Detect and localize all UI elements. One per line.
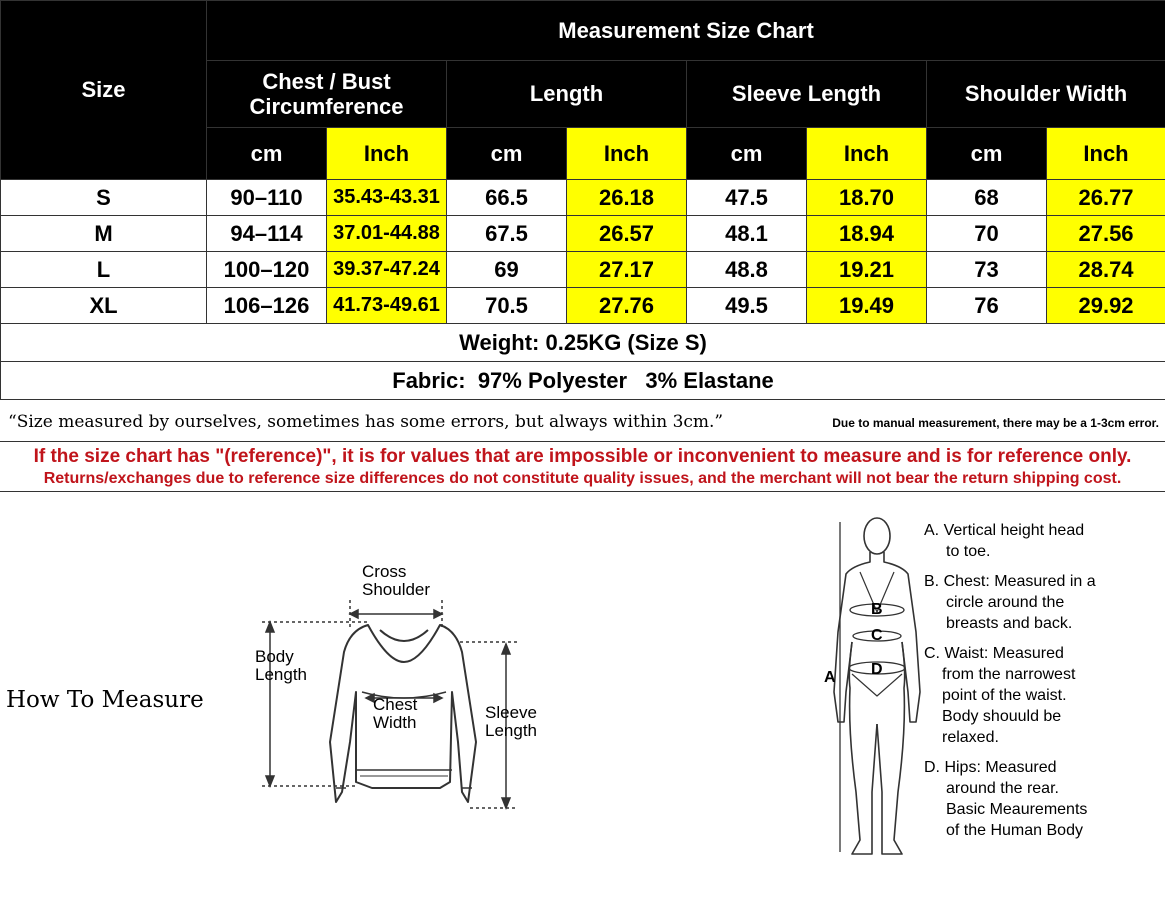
size-chart-table bbox=[0, 0, 1165, 400]
sleeve-cm-cell: 47.5 bbox=[687, 180, 807, 216]
sleeve-cm-cell: 49.5 bbox=[687, 288, 807, 324]
chest-width-label-1: Chest bbox=[373, 695, 418, 714]
size-cell: L bbox=[1, 252, 207, 288]
unit-inch: Inch bbox=[807, 128, 927, 180]
length-cm-cell: 69 bbox=[447, 252, 567, 288]
sleeve-inch-cell: 19.49 bbox=[807, 288, 927, 324]
length-inch-cell: 27.17 bbox=[567, 252, 687, 288]
note-b-line: breasts and back. bbox=[946, 615, 1073, 632]
cross-shoulder-label-1: Cross bbox=[362, 562, 407, 581]
chest-inch-cell: 35.43-43.31 bbox=[327, 180, 447, 216]
length-cm-cell: 70.5 bbox=[447, 288, 567, 324]
length-cm-cell: 67.5 bbox=[447, 216, 567, 252]
unit-cm: cm bbox=[447, 128, 567, 180]
chest-inch-cell: 37.01-44.88 bbox=[327, 216, 447, 252]
sleeve-length-label-2: Length bbox=[485, 721, 537, 740]
chest-inch-cell: 39.37-47.24 bbox=[327, 252, 447, 288]
length-inch-cell: 26.18 bbox=[567, 180, 687, 216]
note-d-line: Basic Meaurements bbox=[946, 801, 1088, 818]
size-cell: XL bbox=[1, 288, 207, 324]
note-d-line: D. Hips: Measured bbox=[924, 759, 1057, 776]
note-b bbox=[924, 571, 1160, 634]
note-c-line: point of the waist. bbox=[942, 687, 1067, 704]
chart-title: Measurement Size Chart bbox=[207, 1, 1165, 61]
fabric-info: Fabric: 97% Polyester 3% Elastane bbox=[1, 362, 1165, 400]
unit-cm: cm bbox=[207, 128, 327, 180]
note-c-line: C. Waist: Measured bbox=[924, 645, 1064, 662]
size-cell: M bbox=[1, 216, 207, 252]
unit-cm: cm bbox=[927, 128, 1047, 180]
shoulder-inch-cell: 26.77 bbox=[1047, 180, 1165, 216]
length-inch-cell: 26.57 bbox=[567, 216, 687, 252]
sleeve-cm-cell: 48.1 bbox=[687, 216, 807, 252]
table-row bbox=[1, 252, 1165, 288]
shoulder-header: Shoulder Width bbox=[927, 61, 1165, 128]
size-header: Size bbox=[1, 1, 207, 180]
length-inch-cell: 27.76 bbox=[567, 288, 687, 324]
note-b-line: circle around the bbox=[946, 594, 1065, 611]
chest-cm-cell: 100–120 bbox=[207, 252, 327, 288]
body-guide-notes bbox=[924, 520, 1160, 850]
shoulder-inch-cell: 29.92 bbox=[1047, 288, 1165, 324]
note-c-line: from the narrowest bbox=[942, 666, 1076, 683]
length-header: Length bbox=[447, 61, 687, 128]
note-c-line: Body shouuld be bbox=[942, 708, 1062, 725]
shoulder-cm-cell: 68 bbox=[927, 180, 1047, 216]
sleeve-inch-cell: 19.21 bbox=[807, 252, 927, 288]
size-cell: S bbox=[1, 180, 207, 216]
sleeve-length-label-1: Sleeve bbox=[485, 703, 537, 722]
cross-shoulder-arrow bbox=[350, 600, 442, 628]
how-to-measure-title: How To Measure bbox=[6, 687, 204, 713]
letter-c: C bbox=[871, 627, 883, 644]
weight-info: Weight: 0.25KG (Size S) bbox=[1, 324, 1165, 362]
cross-shoulder-label-2: Shoulder bbox=[362, 580, 431, 599]
note-a bbox=[924, 520, 1160, 562]
chest-cm-cell: 90–110 bbox=[207, 180, 327, 216]
chest-cm-cell: 106–126 bbox=[207, 288, 327, 324]
note-a-line: A. Vertical height head bbox=[924, 522, 1085, 539]
shoulder-inch-cell: 27.56 bbox=[1047, 216, 1165, 252]
warning-line-1: If the size chart has "(reference)", it is for values that are impossible or inconvenient to measure and is for reference only. bbox=[33, 446, 1132, 467]
table-row bbox=[1, 216, 1165, 252]
measurement-note bbox=[0, 404, 1165, 442]
note-a-line: to toe. bbox=[946, 543, 991, 560]
note-d-line: around the rear. bbox=[946, 780, 1059, 797]
unit-inch: Inch bbox=[567, 128, 687, 180]
shoulder-cm-cell: 73 bbox=[927, 252, 1047, 288]
unit-cm: cm bbox=[687, 128, 807, 180]
sleeve-header: Sleeve Length bbox=[687, 61, 927, 128]
shoulder-cm-cell: 70 bbox=[927, 216, 1047, 252]
table-row bbox=[1, 288, 1165, 324]
measured-note-text: “Size measured by ourselves, sometimes has some errors, but always within 3cm.” bbox=[8, 412, 724, 432]
reference-warning bbox=[0, 442, 1165, 492]
sleeve-inch-cell: 18.70 bbox=[807, 180, 927, 216]
length-cm-cell: 66.5 bbox=[447, 180, 567, 216]
sleeve-cm-cell: 48.8 bbox=[687, 252, 807, 288]
sleeve-inch-cell: 18.94 bbox=[807, 216, 927, 252]
note-c bbox=[924, 643, 1160, 748]
letter-d: D bbox=[871, 661, 883, 678]
unit-inch: Inch bbox=[1047, 128, 1165, 180]
shoulder-inch-cell: 28.74 bbox=[1047, 252, 1165, 288]
chest-width-label-2: Width bbox=[373, 713, 417, 732]
body-length-label-2: Length bbox=[255, 665, 307, 684]
note-b-line: B. Chest: Measured in a bbox=[924, 573, 1096, 590]
chest-cm-cell: 94–114 bbox=[207, 216, 327, 252]
chest-inch-cell: 41.73-49.61 bbox=[327, 288, 447, 324]
table-row bbox=[1, 180, 1165, 216]
body-length-label-1: Body bbox=[255, 647, 294, 666]
chest-header: Chest / Bust Circumference bbox=[207, 61, 447, 128]
unit-inch: Inch bbox=[327, 128, 447, 180]
note-d bbox=[924, 757, 1160, 841]
note-c-line: relaxed. bbox=[942, 729, 999, 746]
letter-a: A bbox=[824, 669, 836, 686]
manual-error-note: Due to manual measurement, there may be a 1-3cm error. bbox=[832, 416, 1159, 430]
shoulder-cm-cell: 76 bbox=[927, 288, 1047, 324]
note-d-line: of the Human Body bbox=[946, 822, 1083, 839]
warning-line-2: Returns/exchanges due to reference size differences do not constitute quality issues, and the merchant will not bear the return shipping cost. bbox=[43, 470, 1122, 487]
body-figure-icon bbox=[834, 518, 920, 854]
letter-b: B bbox=[871, 601, 883, 618]
